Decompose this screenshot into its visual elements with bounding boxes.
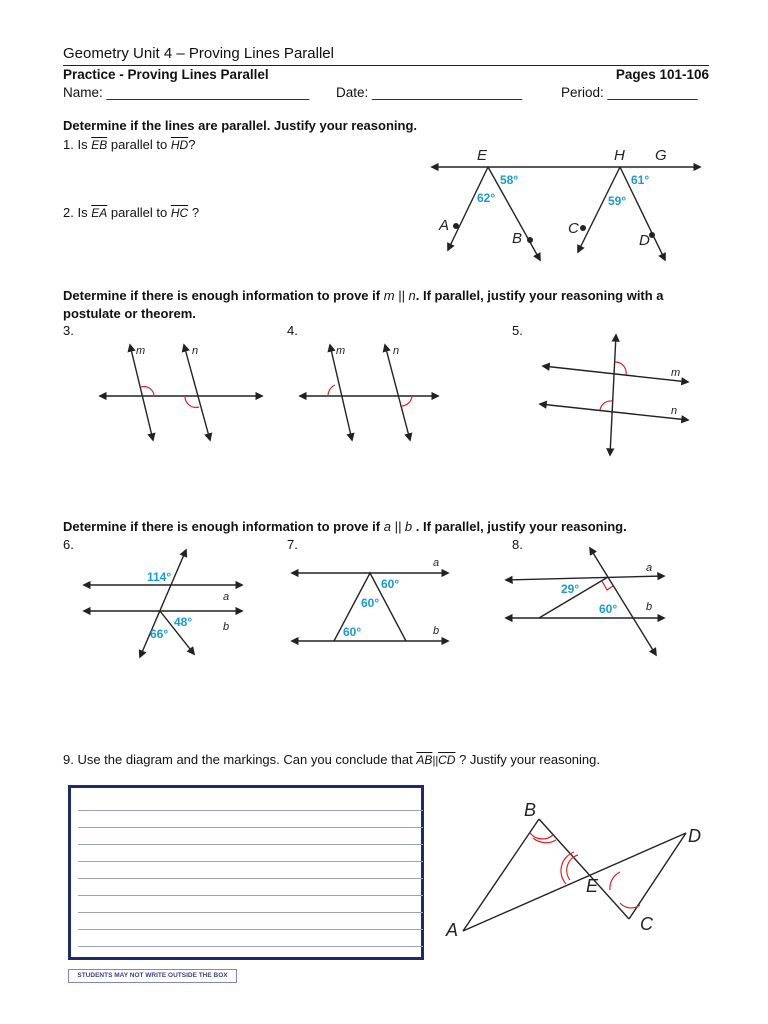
- section2-instruction-a: Determine if there is enough information to prove if: [63, 288, 381, 303]
- number-3: 3.: [63, 323, 74, 338]
- label-n-3: n: [192, 345, 199, 357]
- section2-notation: m || n: [383, 288, 416, 303]
- q2-middle: parallel to: [110, 205, 168, 220]
- angle-66: 66°: [150, 627, 169, 641]
- angle-60-bottom: 60°: [343, 625, 362, 639]
- label-b-6: b: [223, 621, 230, 633]
- pages-range: Pages 101-106: [615, 67, 709, 82]
- label-C: C: [568, 220, 579, 237]
- q2-ray2: $\overline{HC}$: [170, 206, 189, 220]
- ray-EA: [448, 167, 488, 250]
- label-a-7: a: [433, 557, 440, 569]
- angle-61: 61°: [631, 173, 650, 187]
- label-G: G: [655, 147, 667, 164]
- label-m-5: m: [671, 367, 681, 379]
- label-m-4: m: [336, 345, 346, 357]
- q9-prefix: 9. Use the diagram and the markings. Can you conclude that: [63, 752, 413, 767]
- q9-seg2: $\overline{CD}$: [438, 753, 456, 767]
- label-E: E: [477, 147, 488, 164]
- label-A: A: [439, 217, 450, 234]
- angle-mark-E1: [567, 855, 578, 880]
- number-5: 5.: [512, 323, 523, 338]
- section2-instruction-b: . If parallel, justify your reasoning with a: [415, 288, 664, 303]
- figure-7: [292, 557, 448, 641]
- angle-mark-5b: [600, 401, 612, 410]
- q1-middle: parallel to: [110, 137, 168, 152]
- date-field: Date: ____________________: [336, 85, 523, 100]
- q9-parallel: ||: [432, 755, 439, 767]
- line-n-4: [385, 345, 410, 440]
- label-C-9: C: [640, 914, 653, 934]
- figure-9: [445, 800, 701, 940]
- angle-mark-4b: [400, 396, 412, 406]
- label-E-9: E: [586, 876, 599, 896]
- line-a-8: [506, 576, 664, 580]
- label-b-7: b: [433, 625, 440, 637]
- section2-instruction-c: postulate or theorem.: [63, 306, 196, 321]
- line-n-5: [540, 404, 688, 420]
- angle-114: 114°: [147, 570, 172, 584]
- number-8: 8.: [512, 537, 523, 552]
- q2-suffix: ?: [191, 205, 200, 220]
- angle-62: 62°: [477, 191, 496, 205]
- angle-29: 29°: [561, 582, 580, 596]
- figure-3: [100, 345, 262, 440]
- transversal-5: [610, 335, 616, 455]
- figure-1: [432, 147, 700, 260]
- figure-4: [300, 345, 438, 440]
- figure-6: [84, 550, 242, 657]
- line-m-4: [330, 345, 352, 440]
- number-4: 4.: [287, 323, 298, 338]
- line-n-3: [184, 345, 210, 440]
- q1-prefix: 1. Is: [63, 137, 88, 152]
- figure-5: [540, 335, 688, 455]
- q9-suffix: ? Justify your reasoning.: [459, 752, 600, 767]
- ray-HC: [578, 167, 620, 252]
- angle-58: 58°: [500, 173, 519, 187]
- angle-mark-E2: [561, 852, 574, 884]
- number-7: 7.: [287, 537, 298, 552]
- label-B-9: B: [524, 800, 537, 820]
- warning-label: STUDENTS MAY NOT WRITE OUTSIDE THE BOX: [68, 969, 237, 983]
- label-n-4: n: [393, 345, 400, 357]
- label-B: B: [512, 230, 523, 247]
- section3-instruction-b: . If parallel, justify your reasoning.: [415, 519, 627, 534]
- angle-48: 48°: [174, 615, 193, 629]
- point-A: [453, 223, 459, 229]
- angle-60-mid: 60°: [361, 596, 380, 610]
- label-m-3: m: [136, 345, 146, 357]
- section1-instruction: Determine if the lines are parallel. Justify your reasoning.: [63, 118, 418, 133]
- q1-suffix: ?: [188, 137, 196, 152]
- label-H: H: [614, 147, 625, 164]
- label-n-5: n: [671, 405, 678, 417]
- label-A-9: A: [446, 920, 459, 940]
- point-D: [649, 232, 655, 238]
- label-a-8: a: [646, 562, 653, 574]
- figure-8: [506, 548, 664, 655]
- section3-notation: a || b: [383, 519, 413, 534]
- q1-ray1: $\overline{EB}$: [91, 138, 108, 152]
- angle-60-top: 60°: [381, 577, 400, 591]
- angle-60-8: 60°: [599, 602, 618, 616]
- q9-seg1: $\overline{AB}$: [416, 753, 433, 767]
- angle-mark-C: [620, 903, 640, 908]
- angle-mark-3b: [185, 396, 199, 407]
- angle-mark-4a: [328, 385, 335, 396]
- period-field: Period: ____________: [561, 85, 698, 100]
- label-a-6: a: [223, 591, 230, 603]
- label-D: D: [639, 232, 650, 249]
- q2-prefix: 2. Is: [63, 205, 88, 220]
- angle-mark-3a: [141, 387, 154, 396]
- angle-mark-E3: [610, 872, 620, 890]
- point-B: [527, 237, 533, 243]
- line-m-5: [543, 366, 688, 382]
- point-C: [580, 225, 586, 231]
- practice-title: Practice - Proving Lines Parallel: [63, 67, 269, 82]
- angle-mark-5a: [615, 362, 626, 375]
- unit-title: Geometry Unit 4 – Proving Lines Parallel: [63, 45, 334, 62]
- q2-ray1: $\overline{EA}$: [91, 206, 108, 220]
- q1-ray2: $\overline{HD}$: [170, 138, 189, 152]
- section3-instruction-a: Determine if there is enough information to prove if: [63, 519, 381, 534]
- number-6: 6.: [63, 537, 74, 552]
- angle-59: 59°: [608, 194, 627, 208]
- segment-BC: [539, 819, 629, 919]
- name-field: Name: ___________________________: [63, 85, 310, 100]
- label-D-9: D: [688, 826, 701, 846]
- label-b-8: b: [646, 601, 653, 613]
- line-m-3: [130, 345, 153, 440]
